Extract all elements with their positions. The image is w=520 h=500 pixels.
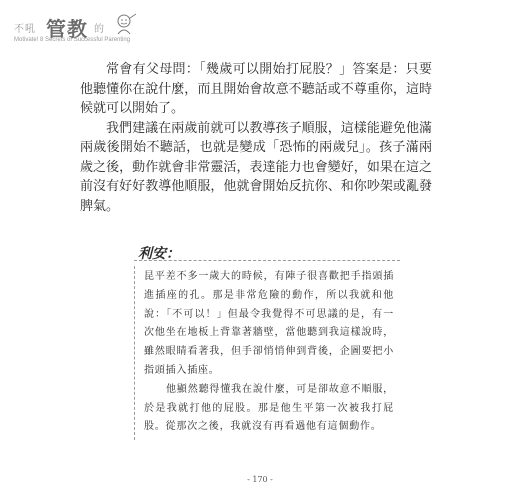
cartoon-mascot-icon [110,12,138,36]
speaker-label: 利安： [138,246,180,262]
section-divider [134,260,400,261]
header-title-prefix: 不吼 [14,24,36,35]
running-header [14,12,204,52]
quote-text [144,268,394,437]
quote-box [134,266,400,440]
body-text [80,60,432,216]
header-subtitle: Motivate! 8 Secrets of Successful Parenting [14,37,131,43]
header-title-main: 管教 [46,17,88,41]
quote-paragraph: 他顯然聽得懂我在說什麼，可是卻故意不順服，於是我就打他的屁股。那是他生平第一次被我打屁股。從那次之後，我就沒有再看過他有這個動作。 [144,383,394,433]
page-number: - 170 - [247,475,273,484]
quote-left-rule [134,266,135,440]
header-title-suffix: 的 [94,24,104,35]
body-paragraph: 我們建議在兩歲前就可以教導孩子順服，這樣能避免他滿兩歲後開始不聽話，也就是變成「恐怖的兩歲兒」。孩子滿兩歲之後，動作就會非常靈活，表達能力也會變好，如果在這之前沒有好好教導他順服，他就會開始反抗你、和你吵架或亂發脾氣。 [80,120,432,214]
quote-paragraph: 昆平差不多一歲大的時候，有陣子很喜歡把手指頭插進插座的孔。那是非常危險的動作，所以我就和他說：「不可以！」但最令我覺得不可思議的是，有一次他坐在地板上背靠著牆壁，當他聽到我這樣說時，雖然眼睛看著我，但手卻悄悄伸到背後，企圖要把小指頭插入插座。 [144,271,394,376]
body-paragraph: 常會有父母問：「幾歲可以開始打屁股？」答案是：只要他聽懂你在說什麼，而且開始會故意不聽話或不尊重你，這時候就可以開始了。 [80,62,432,116]
